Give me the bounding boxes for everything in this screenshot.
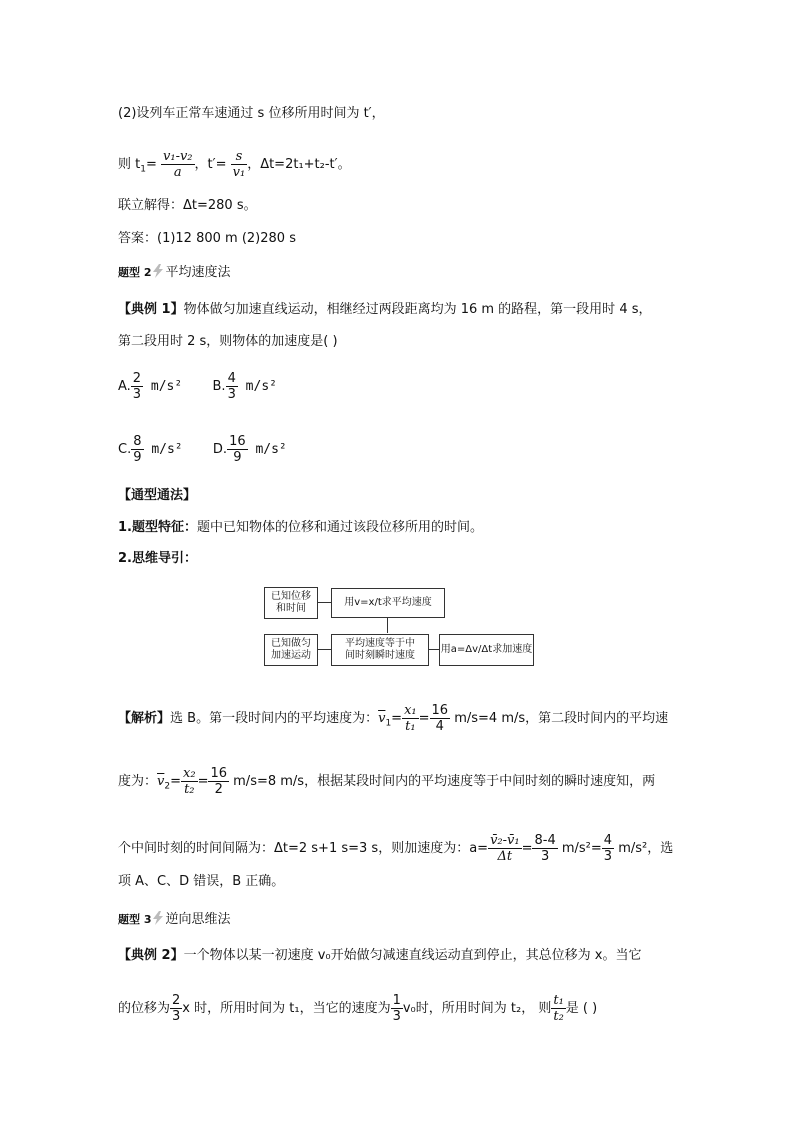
- fraction-denominator: 9: [133, 450, 142, 465]
- avg-velocity-symbol: $\overline{v}$: [378, 711, 386, 726]
- fraction-numerator: x₁: [404, 703, 417, 718]
- example-1-line-2: [118, 334, 338, 350]
- avg-velocity-symbol: $\overline{v}$: [157, 774, 165, 789]
- option-unit: m/s²: [247, 442, 287, 457]
- option-unit: m/s²: [143, 379, 183, 394]
- diagram-box-uniform-acceleration: 已知做匀 加速运动: [264, 634, 318, 666]
- diagram-connector: [317, 649, 331, 650]
- fraction: [170, 993, 182, 1024]
- option-letter: B.: [212, 379, 226, 394]
- type-3-heading: [118, 911, 231, 928]
- fraction: [430, 703, 451, 734]
- option-fraction: [226, 371, 238, 402]
- fraction-denominator: 3: [172, 1009, 181, 1024]
- analysis-line-2: 度为：$\overline{v}_2=$ $\frac{\text{x₂}}{\text{t₂}}$ = $\frac{16}{2}$ m/s=8 m/s，根据某段时间内的平均速度等于中间时刻的瞬时速度知，两: [118, 766, 656, 797]
- analysis-tag: 【解析】: [118, 711, 171, 726]
- analysis-text: 个中间时刻的时间间隔为：Δt=2 s+1 s=3 s，则加速度为：a=: [118, 841, 489, 856]
- type-title: 平均速度法: [165, 265, 231, 280]
- fraction-denominator: 2: [208, 781, 229, 797]
- example-2-line-1: [118, 948, 641, 964]
- example-tag: 【典例 1】: [118, 302, 184, 317]
- analysis-line-1: 【解析】选 B。第一段时间内的平均速度为：$\overline{v}_1=$ $\frac{\text{x₁}}{\text{t₁}}$ = $\frac{16}{4}$ m/s=4 m/s，第二段时间内的平均速: [118, 703, 669, 734]
- analysis-line-4: [118, 874, 284, 890]
- fraction-denominator: v₁: [232, 165, 246, 180]
- fraction-numerator: x₂: [183, 766, 196, 781]
- fraction-denominator: 9: [227, 449, 248, 465]
- diagram-connector: [387, 617, 388, 633]
- option-d[interactable]: [212, 434, 287, 465]
- fraction-numerator: 2: [172, 993, 181, 1008]
- fraction-s-over-v: [231, 149, 248, 180]
- example-text: 是 ( ): [565, 1001, 598, 1016]
- fraction-numerator: t₁: [553, 993, 564, 1008]
- answer-line: [118, 231, 296, 247]
- fraction-denominator: 3: [132, 387, 142, 402]
- guide-line: [118, 551, 197, 567]
- analysis-text: m/s²，选: [614, 841, 674, 856]
- method-heading: [118, 488, 196, 504]
- example-text: 第二段用时 2 s，则物体的加速度是( ): [118, 334, 338, 349]
- fraction-v-over-a: [161, 149, 195, 180]
- type-label: 题型 2: [118, 266, 152, 279]
- answer-text: 答案：(1)12 800 m (2)280 s: [118, 231, 296, 246]
- formula-line: [118, 149, 351, 180]
- formula-eq: =: [145, 157, 157, 172]
- solution-text: (2)设列车正常车速通过 s 位移所用时间为 t′，: [118, 106, 385, 121]
- example-text: 一个物体以某一初速度 v₀开始做匀减速直线运动直到停止，其总位移为 x。当它: [183, 948, 642, 963]
- diagram-connector: [428, 649, 439, 650]
- options-row-2: [118, 434, 287, 465]
- fraction-denominator: 3: [392, 1009, 401, 1024]
- fraction: [181, 766, 198, 797]
- diagram-box-known-displacement: 已知位移 和时间: [264, 587, 318, 619]
- fraction: [551, 993, 565, 1024]
- options-row-1: [118, 371, 277, 402]
- fraction-denominator: t₂: [553, 1009, 564, 1024]
- fraction-numerator: 4: [603, 833, 613, 848]
- fraction-denominator: Δt: [488, 848, 522, 864]
- fraction: [402, 703, 419, 734]
- example-2-line-2: [118, 993, 597, 1024]
- analysis-text: m/s²=: [557, 841, 602, 856]
- analysis-text: 选 B。第一段时间内的平均速度为：: [170, 711, 379, 726]
- fraction: [391, 993, 403, 1024]
- fraction-denominator: a: [161, 164, 195, 180]
- type-label: 题型 3: [118, 913, 152, 926]
- fraction: [532, 833, 557, 864]
- option-unit: m/s²: [237, 379, 277, 394]
- analysis-text: m/s=4 m/s，第二段时间内的平均速: [450, 711, 669, 726]
- feature-label: 1.题型特征：: [118, 520, 197, 535]
- solution-line-2: [118, 106, 385, 122]
- example-tag: 【典例 2】: [118, 948, 184, 963]
- fraction-numerator: 2: [132, 371, 142, 386]
- subscript: 1: [385, 718, 392, 729]
- option-fraction: [131, 434, 143, 465]
- fraction: [488, 833, 522, 864]
- diagram-box-midpoint-velocity: 平均速度等于中 间时刻瞬时速度: [331, 634, 429, 666]
- option-fraction: [227, 434, 248, 465]
- fraction-numerator: v₁-v₂: [163, 149, 193, 164]
- fraction-numerator: 16: [431, 703, 449, 718]
- option-letter: A.: [118, 379, 131, 394]
- fraction-denominator: t₂: [181, 781, 198, 797]
- formula-mid: ，t′=: [194, 157, 227, 172]
- fraction-denominator: 4: [430, 718, 451, 734]
- analysis-text: 项 A、C、D 错误，B 正确。: [118, 874, 285, 889]
- example-text: x 时，所用时间为 t₁，当它的速度为: [182, 1001, 391, 1016]
- fraction-numerator: 16: [229, 434, 246, 449]
- fraction-numerator: 8-4: [534, 833, 556, 848]
- fraction-denominator: 3: [603, 849, 613, 864]
- example-text: v₀时，所用时间为 t₂， 则: [402, 1001, 552, 1016]
- type-title: 逆向思维法: [165, 912, 231, 927]
- formula-tail: ，Δt=2t₁+t₂-t′。: [247, 157, 351, 172]
- option-unit: m/s²: [143, 442, 183, 457]
- option-c[interactable]: [118, 434, 187, 465]
- feature-text: 题中已知物体的位移和通过该段位移所用的时间。: [196, 520, 483, 535]
- option-fraction: [131, 371, 143, 402]
- analysis-text: m/s=8 m/s，根据某段时间内的平均速度等于中间时刻的瞬时速度知，两: [229, 774, 656, 789]
- example-1-line-1: [118, 302, 652, 318]
- subscript: 2: [164, 781, 171, 792]
- fraction-denominator: 3: [532, 848, 557, 864]
- feature-line: [118, 520, 483, 536]
- lightning-icon: [151, 264, 165, 278]
- fraction-denominator: 3: [227, 387, 236, 402]
- fraction-numerator: s: [235, 149, 243, 164]
- fraction-numerator: 8: [133, 434, 142, 449]
- example-text: 物体做匀加速直线运动，相继经过两段距离均为 16 m 的路程，第一段用时 4 s，: [183, 302, 652, 317]
- fraction-numerator: v̄₂-v̄₁: [490, 833, 520, 848]
- diagram-box-acceleration: 用a=Δv/Δt求加速度: [439, 634, 534, 666]
- lightning-icon: [151, 911, 165, 925]
- fraction-numerator: 16: [210, 766, 228, 781]
- analysis-text: 度为：: [118, 774, 158, 789]
- fraction-denominator: t₁: [402, 718, 419, 734]
- diagram-connector: [317, 602, 331, 603]
- method-tag: 【通型通法】: [118, 488, 197, 503]
- option-b[interactable]: [212, 371, 277, 402]
- fraction: [602, 833, 614, 864]
- analysis-line-3: 个中间时刻的时间间隔为：Δt=2 s+1 s=3 s，则加速度为：a= $\frac{\text{v̄₂-v̄₁}}{\Delta t}$ = $\frac{8-4}{3}$ m/s²= $\frac{4}{3}$ m/s²，选: [118, 833, 674, 864]
- type-2-heading: [118, 264, 231, 281]
- fraction-numerator: 4: [227, 371, 236, 386]
- solve-line: [118, 198, 257, 214]
- fraction-numerator: 1: [392, 993, 401, 1008]
- diagram-box-average-velocity: 用v=x/t求平均速度: [331, 588, 445, 618]
- option-letter: D.: [212, 442, 228, 457]
- formula-sub: 1: [140, 164, 146, 175]
- option-letter: C.: [118, 442, 132, 457]
- guide-label: 2.思维导引：: [118, 551, 197, 566]
- option-a[interactable]: [118, 371, 186, 402]
- solve-text: 联立解得：Δt=280 s。: [118, 198, 257, 213]
- formula-prefix: 则 t: [118, 157, 141, 172]
- example-text: 的位移为: [118, 1001, 171, 1016]
- fraction: [208, 766, 229, 797]
